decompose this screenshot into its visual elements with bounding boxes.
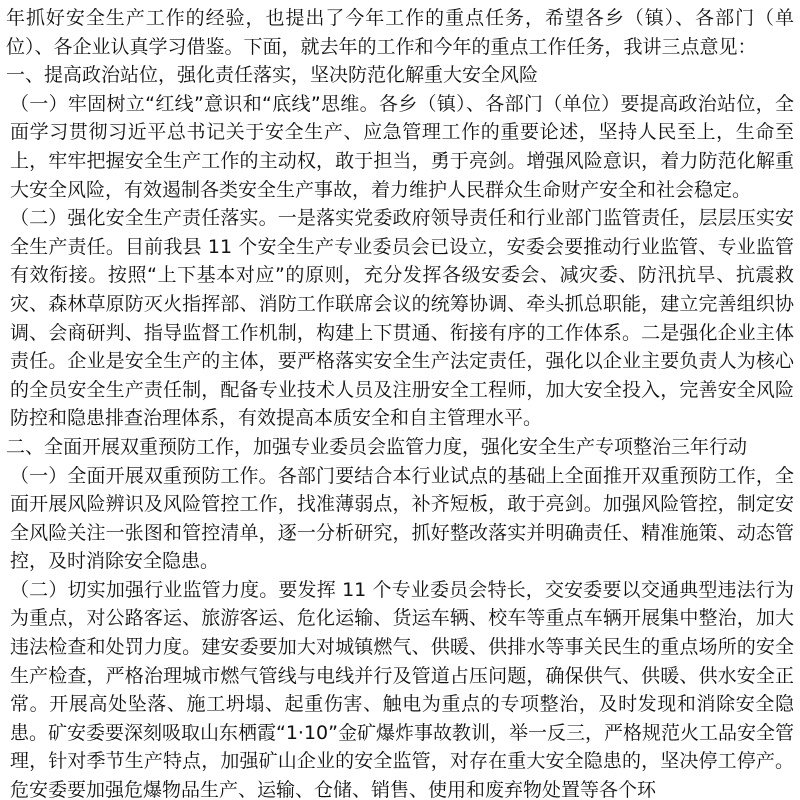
paragraph-1-1: （一）牢固树立“红线”意识和“底线”思维。各乡（镇）、各部门（单位）要提高政治站位，全面学习贯彻习近平总书记关于安全生产、应急管理工作的重要论述，坚持人民至上，生命至上，牢牢把握安全生产工作的主动权，敢于担当，勇于亮剑。增强风险意识，着力防范化解重大安全风险，有效遏制各类安全生产事故，着力维护人民群众生命财产安全和社会稳定。 — [10, 92, 794, 201]
heading-section-1: 一、提高政治站位，强化责任落实，坚决防范化解重大安全风险 — [6, 64, 539, 87]
document-body — [0, 4, 800, 800]
paragraph-intro: 年抓好安全生产工作的经验，也提出了今年工作的重点任务，希望各乡（镇）、各部门（单位）、各企业认真学习借鉴。下面，就去年的工作和今年的重点工作任务，我讲三点意见： — [6, 7, 794, 58]
paragraph-1-2: （二）强化安全生产责任落实。一是落实党委政府领导责任和行业部门监管责任，层层压实安全生产责任。目前我县 11 个安全生产专业委员会已设立，安委会要推动行业监管、专业监管有效衔接。按照“上下基本对应”的原则，充分发挥各级安委会、减灾委、防汛抗旱、抗震救灾、森林草原防灭火指挥部、消防工作联席会议的统筹协调、牵头抓总职能，建立完善组织协调、会商研判、指导监督工作机制，构建上下贯通、衔接有序的工作体系。二是强化企业主体责任。企业是安全生产的主体，要严格落实安全生产法定责任，强化以企业主要负责人为核心的全员安全生产责任制，配备专业技术人员及注册安全工程师，加大安全投入，完善安全风险防控和隐患排查治理体系，有效提高本质安全和自主管理水平。 — [10, 207, 794, 430]
heading-section-2: 二、全面开展双重预防工作，加强专业委员会监管力度，强化安全生产专项整治三年行动 — [6, 435, 748, 458]
paragraph-2-1: （一）全面开展双重预防工作。各部门要结合本行业试点的基础上全面推开双重预防工作，全面开展风险辨识及风险管控工作，找准薄弱点，补齐短板，敢于亮剑。加强风险管控，制定安全风险关注一张图和管控清单，逐一分析研究，抓好整改落实并明确责任、精准施策、动态管控，及时消除安全隐患。 — [10, 464, 794, 573]
paragraph-2-2: （二）切实加强行业监管力度。要发挥 11 个专业委员会特长，交安委要以交通典型违法行为为重点，对公路客运、旅游客运、危化运输、货运车辆、校车等重点车辆开展集中整治，加大违法检查和处罚力度。建安委要加大对城镇燃气、供暖、供排水等事关民生的重点场所的安全生产检查，严格治理城市燃气管线与电线并行及管道占压问题，确保供气、供暖、供水安全正常。开展高处坠落、施工坍塌、起重伤害、触电为重点的专项整治，及时发现和消除安全隐患。矿安委要深刻吸取山东栖霞“1·10”金矿爆炸事故教训，举一反三，严格规范火工品安全管理，针对季节生产特点，加强矿山企业的安全监管，对存在重大安全隐患的，坚决停工停产。危安委要加强危爆物品生产、运输、仓储、销售、使用和废弃物处置等各个环 — [10, 578, 794, 800]
